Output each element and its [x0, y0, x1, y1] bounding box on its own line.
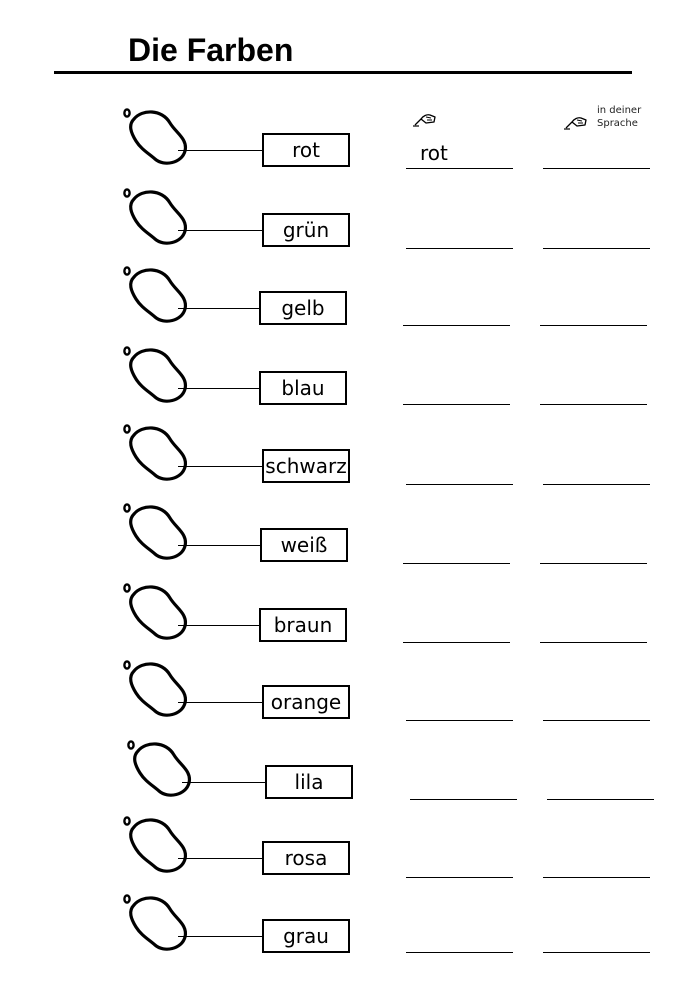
answer-line-copy[interactable] — [403, 325, 510, 326]
paint-blob-outline — [122, 500, 200, 562]
paint-blob-outline — [126, 737, 204, 799]
answer-line-own-language[interactable] — [543, 484, 650, 485]
answer-line-copy[interactable] — [410, 799, 517, 800]
color-word-box: grau — [262, 919, 350, 953]
answer-line-copy[interactable] — [406, 877, 513, 878]
connector-line — [178, 936, 262, 937]
color-word-box: grün — [262, 213, 350, 247]
answer-line-own-language[interactable] — [543, 952, 650, 953]
language-header-line-1: in deiner — [597, 105, 642, 116]
answer-line-own-language[interactable] — [543, 720, 650, 721]
connector-line — [178, 308, 259, 309]
page-title: Die Farben — [128, 32, 294, 68]
color-word-box: weiß — [260, 528, 348, 562]
answer-line-copy[interactable] — [406, 168, 513, 169]
paint-blob-outline — [122, 580, 200, 642]
connector-line — [178, 858, 262, 859]
writing-hand-icon — [563, 111, 589, 131]
answer-line-own-language[interactable] — [543, 168, 650, 169]
paint-blob-outline — [122, 185, 200, 247]
answer-line-own-language[interactable] — [540, 404, 647, 405]
connector-line — [182, 782, 265, 783]
paint-blob-outline — [122, 891, 200, 953]
answer-line-copy[interactable] — [403, 404, 510, 405]
connector-line — [178, 150, 262, 151]
answer-line-own-language[interactable] — [540, 563, 647, 564]
answer-line-copy[interactable] — [406, 484, 513, 485]
language-column-header — [597, 104, 641, 130]
paint-blob-outline — [122, 263, 200, 325]
answer-line-own-language[interactable] — [540, 325, 647, 326]
answer-line-own-language[interactable] — [547, 799, 654, 800]
color-word-box: rosa — [262, 841, 350, 875]
paint-blob-outline — [122, 657, 200, 719]
paint-blob-outline — [122, 421, 200, 483]
answer-line-own-language[interactable] — [543, 877, 650, 878]
connector-line — [178, 625, 259, 626]
connector-line — [178, 466, 262, 467]
title-underline — [54, 71, 632, 74]
color-word-box: schwarz — [262, 449, 350, 483]
answer-line-copy[interactable] — [406, 720, 513, 721]
paint-blob-outline — [122, 105, 200, 167]
connector-line — [178, 702, 262, 703]
connector-line — [178, 388, 259, 389]
connector-line — [178, 230, 262, 231]
paint-blob-outline — [122, 813, 200, 875]
written-answer: rot — [420, 141, 448, 165]
color-word-box: braun — [259, 608, 347, 642]
color-word-box: gelb — [259, 291, 347, 325]
answer-line-own-language[interactable] — [540, 642, 647, 643]
language-header-line-2: Sprache — [597, 118, 638, 129]
color-word-box: rot — [262, 133, 350, 167]
color-word-box: blau — [259, 371, 347, 405]
connector-line — [178, 545, 260, 546]
writing-hand-icon — [412, 108, 438, 128]
color-word-box: orange — [262, 685, 350, 719]
answer-line-copy[interactable] — [406, 248, 513, 249]
answer-line-copy[interactable] — [403, 563, 510, 564]
color-word-box: lila — [265, 765, 353, 799]
answer-line-own-language[interactable] — [543, 248, 650, 249]
answer-line-copy[interactable] — [406, 952, 513, 953]
paint-blob-outline — [122, 343, 200, 405]
answer-line-copy[interactable] — [403, 642, 510, 643]
